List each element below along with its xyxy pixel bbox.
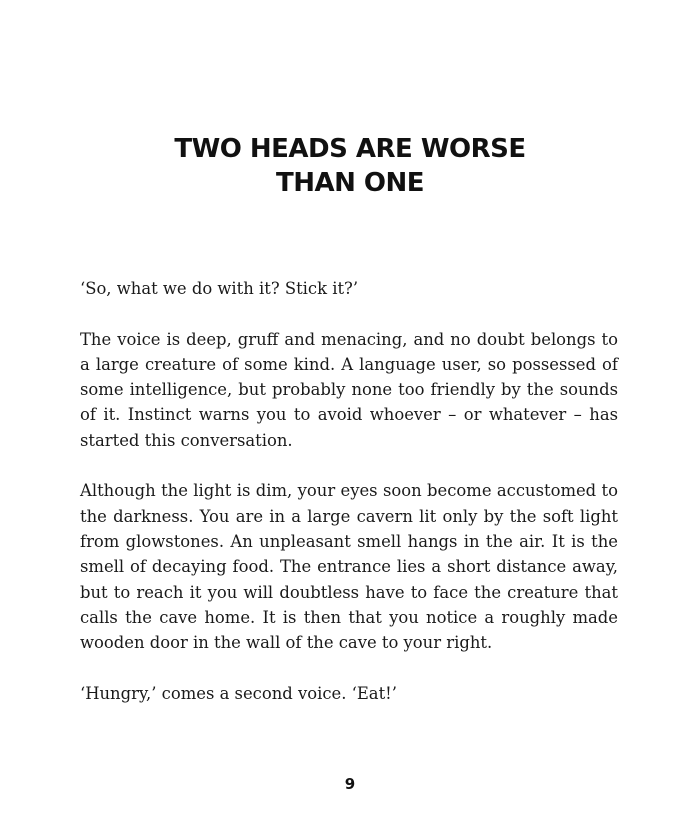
chapter-body [80, 276, 618, 731]
page-number: 9 [344, 775, 356, 793]
paragraph: ‘Hungry,’ comes a second voice. ‘Eat!’ [80, 683, 397, 703]
paragraph: Although the light is dim, your eyes soon become accustomed to the darkness. You are in a large cavern lit only by the soft light from glowstones. An unpleasant smell hangs in the air. It is the smell of decaying food. The entrance lies a short distance away, but to reach it you will doubtless have to face the creature that calls the cave home. It is then that you notice a roughly made wooden door in the wall of the cave to your right. [80, 481, 618, 653]
chapter-title-line-2: THAN ONE [275, 168, 425, 198]
chapter-title-line-1: TWO HEADS ARE WORSE [174, 134, 526, 164]
chapter-title [0, 132, 700, 200]
paragraph: The voice is deep, gruff and menacing, and no doubt belongs to a large creature of some kind. A language user, so possessed of some intelligence, but probably none too friendly by the sounds of it. Instinct warns you to avoid whoever – or whatever – has started this conversation. [80, 329, 618, 450]
paragraph: ‘So, what we do with it? Stick it?’ [80, 279, 359, 298]
